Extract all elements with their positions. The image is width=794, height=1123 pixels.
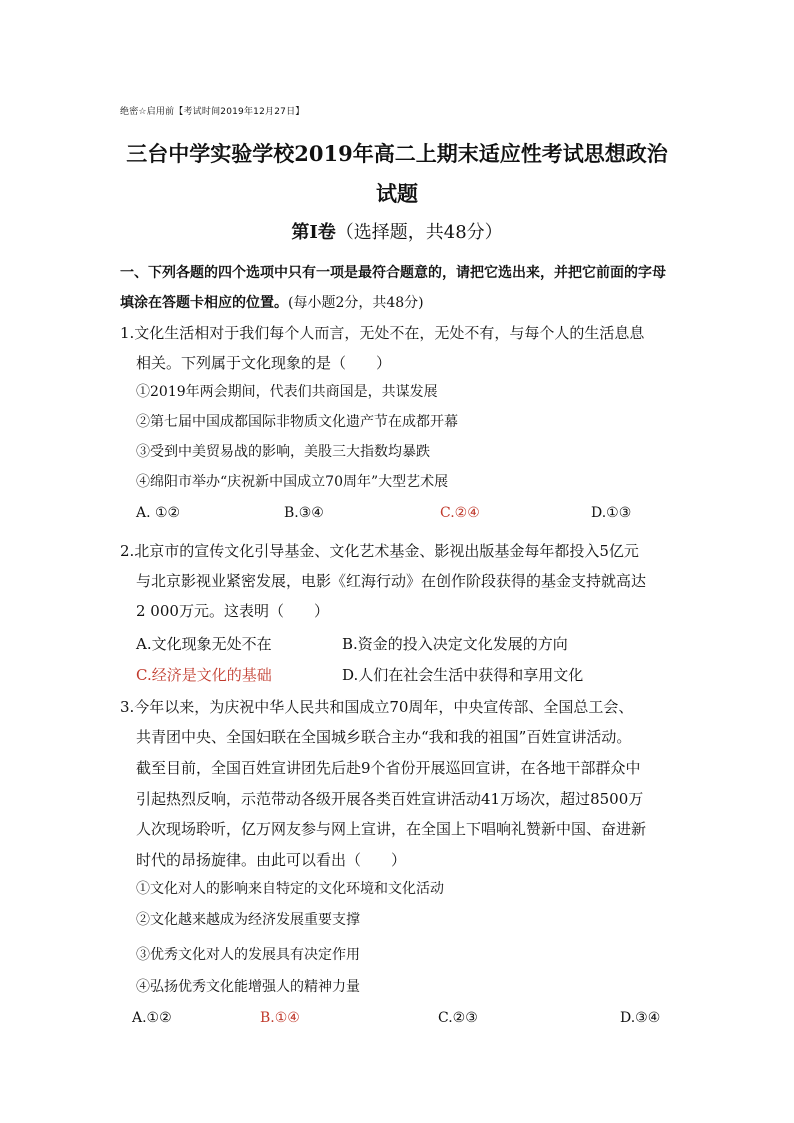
q1-item-3: ③受到中美贸易战的影响，美股三大指数均暴跌: [136, 444, 430, 460]
exam-title-line2: 试题: [376, 181, 418, 206]
q2-stem-line1: 2.北京市的宣传文化引导基金、文化艺术基金、影视出版基金每年都投入5亿元: [120, 542, 639, 560]
q3-stem-line5: 人次现场聆听，亿万网友参与网上宣讲，在全国上下唱响礼赞新中国、奋进新: [136, 820, 647, 838]
q3-item-2: ②文化越来越成为经济发展重要支撑: [136, 912, 360, 928]
q3-option-b: B.①④: [260, 1010, 300, 1026]
q3-stem-line6: 时代的昂扬旋律。由此可以看出（ ）: [136, 851, 407, 869]
instruction-line2: [120, 292, 424, 312]
instruction-line2-rest: (每小题2分，共48分): [288, 295, 424, 311]
q1-option-c: C.②④: [440, 505, 480, 521]
q1-option-a: A. ①②: [136, 505, 181, 521]
exam-title-line1: 三台中学实验学校2019年高二上期末适应性考试思想政治: [126, 141, 668, 166]
q1-option-d: D.①③: [591, 505, 632, 521]
q3-item-4: ④弘扬优秀文化能增强人的精神力量: [136, 979, 360, 995]
q1-item-4: ④绵阳市举办“庆祝新中国成立70周年”大型艺术展: [136, 474, 449, 490]
q3-item-3: ③优秀文化对人的发展具有决定作用: [136, 947, 360, 963]
q2-option-a: A.文化现象无处不在: [136, 635, 272, 653]
header-note: 绝密☆启用前【考试时间2019年12月27日】: [120, 107, 305, 117]
q3-option-d: D.③④: [620, 1010, 661, 1026]
q1-stem-line2: 相关。下列属于文化现象的是（ ）: [136, 354, 392, 372]
q3-item-1: ①文化对人的影响来自特定的文化环境和文化活动: [136, 881, 444, 897]
q1-item-1: ①2019年两会期间，代表们共商国是，共谋发展: [136, 384, 438, 400]
q1-item-2: ②第七届中国成都国际非物质文化遗产节在成都开幕: [136, 414, 458, 430]
q2-option-d: D.人们在社会生活中获得和享用文化: [342, 666, 584, 684]
section-note: （选择题，共48分）: [335, 222, 503, 243]
q2-stem-line2: 与北京影视业紧密发展，电影《红海行动》在创作阶段获得的基金支持就高达: [136, 572, 647, 590]
q3-option-a: A.①②: [132, 1010, 172, 1026]
q3-stem-line1: 3.今年以来，为庆祝中华人民共和国成立70周年，中央宣传部、全国总工会、: [120, 698, 634, 716]
q3-option-c: C.②③: [438, 1010, 478, 1026]
section-heading: [0, 218, 794, 244]
q3-stem-line2: 共青团中央、全国妇联在全国城乡联合主办“我和我的祖国”百姓宣讲活动。: [136, 728, 632, 746]
section-label: 第Ⅰ卷: [291, 222, 336, 243]
q2-option-b: B.资金的投入决定文化发展的方向: [342, 635, 568, 653]
instruction-line2-bold: 填涂在答题卡相应的位置。: [120, 295, 288, 311]
instruction-line1: 一、下列各题的四个选项中只有一项是最符合题意的，请把它选出来，并把它前面的字母: [120, 265, 666, 281]
q2-option-c: C.经济是文化的基础: [136, 666, 272, 684]
q3-stem-line3: 截至目前，全国百姓宣讲团先后赴9个省份开展巡回宣讲，在各地干部群众中: [136, 759, 641, 777]
q1-stem-line1: 1.文化生活相对于我们每个人而言，无处不在，无处不有，与每个人的生活息息: [120, 324, 645, 342]
q2-stem-line3: 2 000万元。这表明（ ）: [136, 602, 329, 620]
q1-option-b: B.③④: [284, 505, 324, 521]
q3-stem-line4: 引起热烈反响，示范带动各级开展各类百姓宣讲活动41万场次，超过8500万: [136, 790, 644, 808]
